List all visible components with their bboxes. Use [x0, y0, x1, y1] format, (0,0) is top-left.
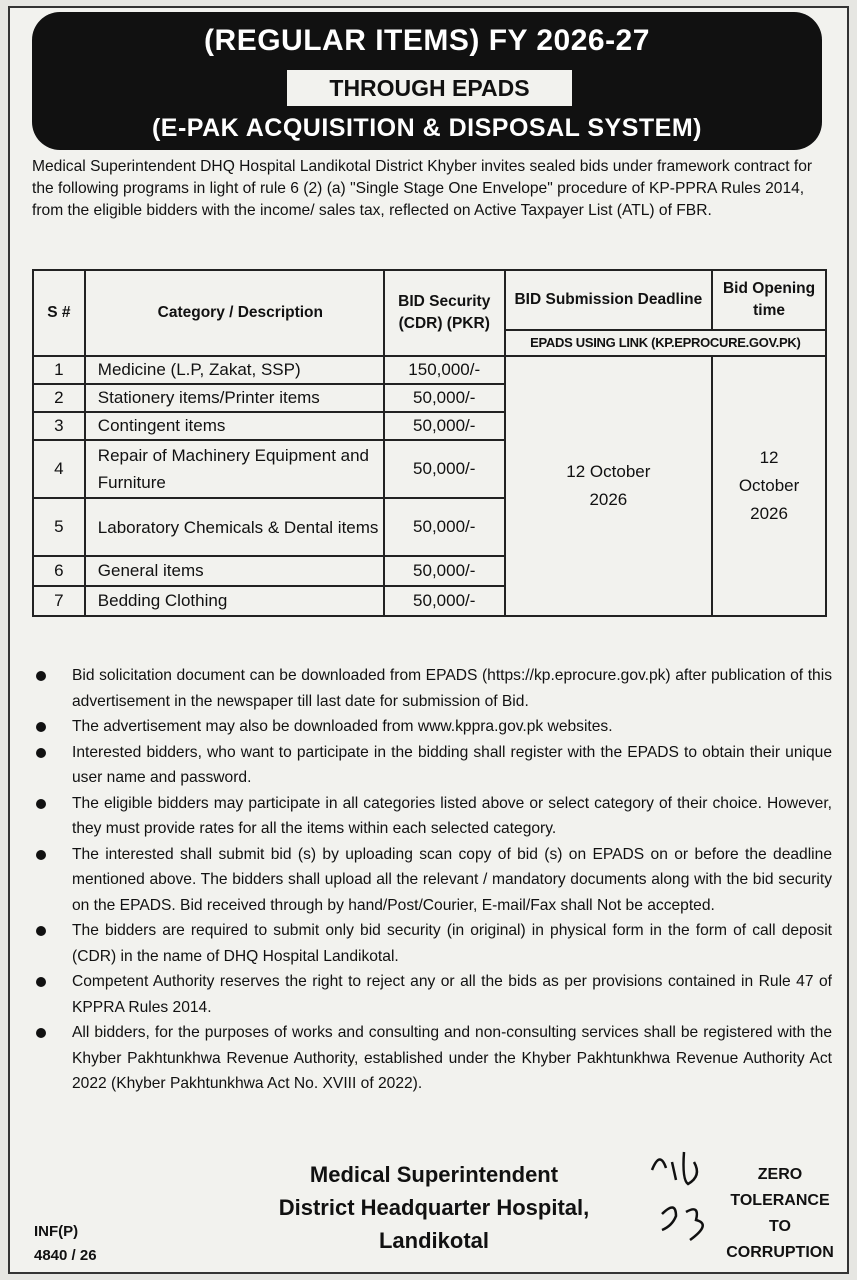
slogan-line2: TOLERANCE: [730, 1192, 830, 1209]
row-security: 50,000/-: [384, 384, 505, 412]
bullet-icon: [36, 926, 46, 936]
note-text: All bidders, for the purposes of works and consulting and non-consulting services shall be registered with the Khyber Pakhtunkhwa Revenue Authority, established under the Khyber Pakhtunkhwa Revenue Authority Act 2022 (Khyber Pakhtunkhwa Act No. XVIII of 2022).: [72, 1024, 832, 1092]
intro-paragraph: Medical Superintendent DHQ Hospital Landikotal District Khyber invites sealed bids under framework contract for the following programs in light of rule 6 (2) (a) "Single Stage One Envelope" procedure of KP-PPRA Rules 2014, from the eligible bidders with the income/ sales tax, reflected on Active Taxpayer List (ATL) of FBR.: [32, 158, 813, 219]
list-item: [32, 918, 832, 969]
note-text: The bidders are required to submit only bid security (in original) in physical form in the form of call deposit (CDR) in the name of DHQ Hospital Landikotal.: [72, 922, 832, 965]
row-sn: 7: [33, 586, 85, 616]
reference-number: [34, 1220, 97, 1268]
bullet-icon: [36, 722, 46, 732]
bullet-icon: [36, 1028, 46, 1038]
list-item: [32, 791, 832, 842]
deadline-text: 12 October 2026: [566, 462, 651, 509]
table-row: [33, 356, 826, 384]
row-sn: 1: [33, 356, 85, 384]
row-security: 50,000/-: [384, 586, 505, 616]
header-deadline: BID Submission Deadline: [505, 270, 713, 330]
slogan-line1: ZERO: [757, 1166, 803, 1183]
note-text: Bid solicitation document can be downloaded from EPADS (https://kp.eprocure.gov.pk) after publication of this advertisement in the newspaper till last date for submission of Bid.: [72, 667, 832, 710]
note-text: Competent Authority reserves the right to reject any or all the bids as per provisions contained in Rule 47 of KPPRA Rules 2014.: [72, 973, 832, 1016]
row-category: General items: [85, 556, 384, 586]
row-sn: 3: [33, 412, 85, 440]
page-subtitle: THROUGH EPADS: [287, 70, 572, 106]
signatory-location: Landikotal: [378, 1228, 489, 1253]
row-category: Laboratory Chemicals & Dental items: [85, 498, 384, 556]
signatory-title: Medical Superintendent: [309, 1162, 559, 1187]
row-category: Medicine (L.P, Zakat, SSP): [85, 356, 384, 384]
row-sn: 5: [33, 498, 85, 556]
bullet-icon: [36, 850, 46, 860]
list-item: [32, 740, 832, 791]
row-category: Repair of Machinery Equipment and Furniture: [85, 440, 384, 498]
list-item: [32, 1020, 832, 1097]
row-security: 50,000/-: [384, 556, 505, 586]
list-item: [32, 663, 832, 714]
signatory-org: District Headquarter Hospital,: [278, 1195, 590, 1220]
system-name: (E-PAK ACQUISITION & DISPOSAL SYSTEM): [151, 114, 703, 142]
row-sn: 6: [33, 556, 85, 586]
list-item: [32, 714, 832, 740]
note-text: The advertisement may also be downloaded from www.kppra.gov.pk websites.: [72, 718, 613, 735]
row-security: 150,000/-: [384, 356, 505, 384]
note-text: Interested bidders, who want to participate in the bidding shall register with the EPADS to obtain their unique user name and password.: [72, 743, 832, 786]
advertisement-page: [8, 6, 849, 1274]
opening-text: 12 October 2026: [738, 448, 800, 523]
bullet-icon: [36, 799, 46, 809]
header-category: Category / Description: [85, 270, 384, 356]
deadline-value: [505, 356, 713, 616]
row-category: Bedding Clothing: [85, 586, 384, 616]
row-security: 50,000/-: [384, 498, 505, 556]
bullet-icon: [36, 671, 46, 681]
slogan-block: [715, 1162, 845, 1266]
row-sn: 4: [33, 440, 85, 498]
reference-line1: INF(P): [34, 1223, 79, 1240]
bullet-icon: [36, 977, 46, 987]
signature-block: [234, 1158, 634, 1257]
list-item: [32, 969, 832, 1020]
note-text: The interested shall submit bid (s) by uploading scan copy of bid (s) on EPADS on or before the deadline mentioned above. The bidders shall upload all the relevant / mandatory documents along with the bid security on the EPADS. Bid received through by hand/Post/Courier, E-mail/Fax shall Not be accepted.: [72, 845, 832, 914]
row-security: 50,000/-: [384, 440, 505, 498]
table-header-row: [33, 270, 826, 330]
reference-line2: 4840 / 26: [34, 1247, 97, 1264]
notes-list: [32, 663, 832, 1097]
row-category: Stationery items/Printer items: [85, 384, 384, 412]
header-opening: Bid Opening time: [712, 270, 826, 330]
epads-link-header: EPADS USING LINK (KP.EPROCURE.GOV.PK): [505, 330, 826, 356]
note-text: The eligible bidders may participate in all categories listed above or select category of their choice. However, they must provide rates for all the items within each selected category.: [72, 794, 832, 837]
bullet-icon: [36, 748, 46, 758]
row-sn: 2: [33, 384, 85, 412]
row-category: Contingent items: [85, 412, 384, 440]
page-title: (REGULAR ITEMS) FY 2026-27: [204, 24, 650, 57]
opening-value: [712, 356, 826, 616]
header-sn: S #: [33, 270, 85, 356]
row-security: 50,000/-: [384, 412, 505, 440]
list-item: [32, 842, 832, 919]
header-security: BID Security (CDR) (PKR): [384, 270, 505, 356]
header-banner: [32, 12, 822, 150]
slogan-line3: TO: [769, 1218, 791, 1235]
slogan-line4: CORRUPTION: [726, 1244, 834, 1261]
bids-table: [32, 269, 827, 617]
